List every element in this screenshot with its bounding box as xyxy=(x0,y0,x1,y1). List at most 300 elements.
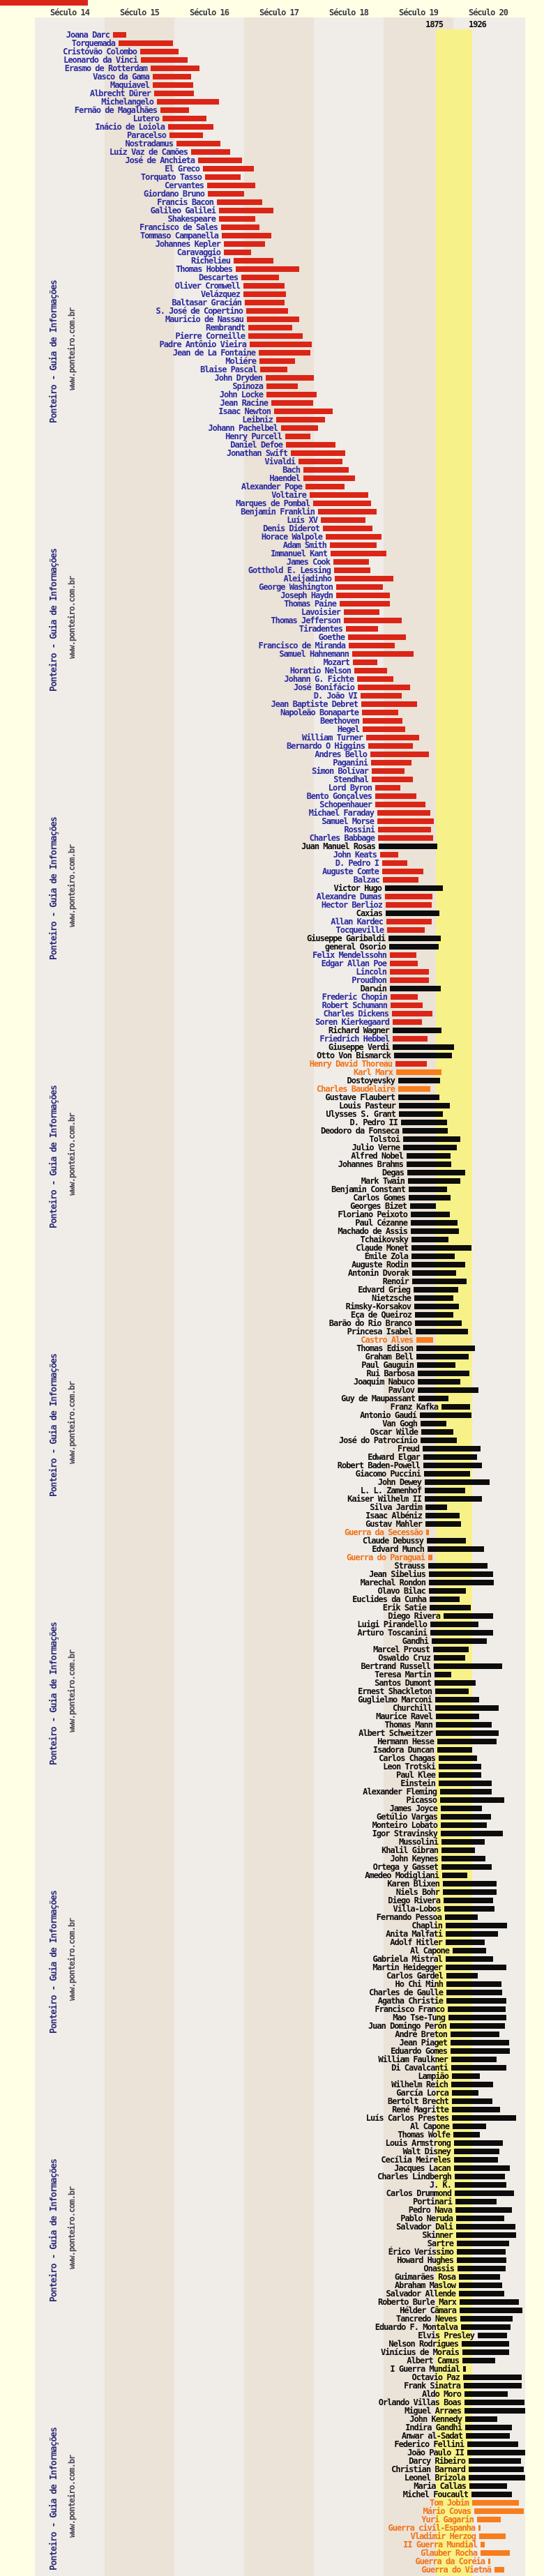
person-label[interactable]: Hector Berlioz xyxy=(321,900,382,910)
person-label[interactable]: Shakespeare xyxy=(167,214,216,224)
person-label[interactable]: Leonardo da Vinci xyxy=(63,55,137,65)
person-label[interactable]: Robert Schumann xyxy=(322,1000,387,1010)
person-label[interactable]: Lincoln xyxy=(356,967,386,977)
person-label[interactable]: Pierre Corneille xyxy=(175,331,245,341)
person-label[interactable]: Getúlio Vargas xyxy=(376,1812,437,1822)
person-label[interactable]: Tiradentes xyxy=(299,624,342,634)
person-label[interactable]: Galileo Galilei xyxy=(150,206,216,215)
person-label[interactable]: Otto Von Bismarck xyxy=(317,1051,391,1060)
person-label[interactable]: Oliver Cromwell xyxy=(174,281,240,291)
person-label[interactable]: Henry Purcell xyxy=(225,432,282,441)
person-label[interactable]: Darcy Ribeiro xyxy=(409,2456,465,2466)
person-label[interactable]: Horace Walpole xyxy=(261,532,322,542)
person-label[interactable]: Giuseppe Garibaldi xyxy=(306,933,385,943)
person-label[interactable]: Einstein xyxy=(400,1778,435,1788)
person-label[interactable]: Thomas Jefferson xyxy=(271,616,340,625)
person-label[interactable]: Bernardo O Higgins xyxy=(286,741,365,751)
person-label[interactable]: Haendel xyxy=(269,473,300,483)
person-label[interactable]: Rossini xyxy=(344,825,375,834)
person-label[interactable]: Rui Barbosa xyxy=(366,1369,414,1378)
war-label[interactable]: Guerra civil-Espanha xyxy=(388,2523,475,2533)
person-label[interactable]: D. Pedro II xyxy=(349,1118,398,1127)
person-label[interactable]: Ortega y Gasset xyxy=(372,1862,438,1872)
person-label[interactable]: Strauss xyxy=(394,1561,425,1571)
person-label[interactable]: Leibniz xyxy=(242,415,273,425)
person-label[interactable]: Giacomo Puccini xyxy=(355,1469,421,1479)
person-label[interactable]: Descartes xyxy=(198,273,238,282)
person-label[interactable]: Giordano Bruno xyxy=(143,189,204,199)
person-label[interactable]: Julio Verne xyxy=(352,1143,400,1152)
person-label[interactable]: Floriano Peixoto xyxy=(338,1210,407,1219)
person-label[interactable]: Guy de Maupassant xyxy=(341,1394,415,1403)
person-label[interactable]: Mao Tse-Tung xyxy=(393,2013,445,2022)
person-label[interactable]: Freud xyxy=(397,1444,419,1454)
person-label[interactable]: Salvador Allende xyxy=(386,2289,455,2299)
person-label[interactable]: Schopenhauer xyxy=(319,800,372,809)
person-label[interactable]: John Dryden xyxy=(214,373,262,383)
person-label[interactable]: Johannes Brahms xyxy=(338,1159,403,1169)
person-label[interactable]: J. K. xyxy=(429,2180,451,2190)
person-label[interactable]: Bach xyxy=(282,465,300,475)
person-label[interactable]: Charles de Gaulle xyxy=(369,1988,443,1997)
person-label[interactable]: Indira Gandhi xyxy=(405,2423,462,2432)
person-label[interactable]: Francis Bacon xyxy=(157,197,213,207)
person-label[interactable]: Maquiavel xyxy=(109,80,149,90)
person-label[interactable]: Paganini xyxy=(333,758,368,768)
person-label[interactable]: Tancredo Neves xyxy=(395,2314,457,2324)
person-label[interactable]: Ho Chi Minh xyxy=(395,1979,443,1989)
person-label[interactable]: Edward Elgar xyxy=(368,1452,420,1462)
person-label[interactable]: Sartre xyxy=(427,2239,453,2248)
person-label[interactable]: Luís Carlos Prestes xyxy=(365,2113,448,2123)
person-label[interactable]: Machado de Assis xyxy=(338,1226,407,1236)
person-label[interactable]: Alexander Pope xyxy=(241,482,302,491)
person-label[interactable]: Carlos Drummond xyxy=(386,2188,451,2198)
person-label[interactable]: Thomas Paine xyxy=(284,599,336,609)
person-label[interactable]: Mário Covas xyxy=(423,2506,471,2516)
person-label[interactable]: Johann Pachelbel xyxy=(208,423,278,433)
person-label[interactable]: Charles Babbage xyxy=(309,833,375,843)
person-label[interactable]: Isadora Duncan xyxy=(372,1745,434,1755)
person-label[interactable]: Glauber Rocha xyxy=(421,2548,477,2558)
person-label[interactable]: Orlando Villas Boas xyxy=(378,2398,461,2407)
person-label[interactable]: Friedrich Hebbel xyxy=(319,1034,389,1044)
person-label[interactable]: Albert Camus xyxy=(407,2356,459,2365)
person-label[interactable]: Denis Diderot xyxy=(263,524,319,533)
person-label[interactable]: Carlos Gardel xyxy=(386,1971,443,1981)
person-label[interactable]: Jean Racine xyxy=(220,398,268,408)
person-label[interactable]: L. L. Zamenhof xyxy=(360,1486,421,1495)
person-label[interactable]: Adolf Hitler xyxy=(390,1937,442,1947)
person-label[interactable]: Graham Bell xyxy=(365,1352,413,1362)
person-label[interactable]: João Paulo II xyxy=(407,2448,464,2457)
person-label[interactable]: Velázquez xyxy=(200,289,240,299)
person-label[interactable]: Alexander Fleming xyxy=(363,1787,437,1797)
person-label[interactable]: García Lorca xyxy=(396,2088,448,2098)
person-label[interactable]: Giuseppe Verdi xyxy=(328,1042,389,1052)
person-label[interactable]: Aldo Moro xyxy=(421,2389,461,2399)
person-label[interactable]: Edvard Munch xyxy=(372,1544,424,1554)
person-label[interactable]: Luíz Vaz de Camões xyxy=(109,147,188,157)
person-label[interactable]: Al Capone xyxy=(409,2121,449,2131)
person-label[interactable]: Edgar Allan Poe xyxy=(321,959,386,968)
person-label[interactable]: Blaise Pascal xyxy=(200,365,257,374)
person-label[interactable]: Johann G. Fichte xyxy=(284,674,354,684)
person-label[interactable]: Mozart xyxy=(323,657,349,667)
person-label[interactable]: Anita Malfati xyxy=(386,1929,442,1939)
person-label[interactable]: Eduardo F. Montalva xyxy=(375,2322,458,2332)
person-label[interactable]: Silva Jardim xyxy=(370,1502,422,1512)
person-label[interactable]: Dostoyevsky xyxy=(347,1076,395,1085)
person-label[interactable]: Joaquim Nabuco xyxy=(353,1377,414,1387)
person-label[interactable]: Di Cavalcanti xyxy=(391,2063,448,2073)
person-label[interactable]: Villa-Lobos xyxy=(393,1904,441,1914)
person-label[interactable]: Tolstoi xyxy=(369,1134,400,1144)
person-label[interactable]: Adam Smith xyxy=(282,540,326,550)
person-label[interactable]: Henry David Thoreau xyxy=(309,1059,392,1069)
person-label[interactable]: Al Capone xyxy=(409,1946,449,1956)
person-label[interactable]: Fernando Pessoa xyxy=(376,1912,441,1922)
war-label[interactable]: II Guerra Mundial xyxy=(403,2540,477,2550)
person-label[interactable]: Charles Lindbergh xyxy=(377,2172,451,2181)
person-label[interactable]: Degas xyxy=(381,1168,404,1178)
person-label[interactable]: Joseph Haydn xyxy=(280,590,333,600)
person-label[interactable]: Voltaire xyxy=(271,490,306,500)
person-label[interactable]: Renoir xyxy=(382,1276,409,1286)
person-label[interactable]: Agatha Christie xyxy=(377,1996,443,2006)
person-label[interactable]: Ernest Shackleton xyxy=(358,1686,432,1696)
person-label[interactable]: Bertolt Brecht xyxy=(387,2096,448,2106)
person-label[interactable]: Juan Domingo Perón xyxy=(368,2021,446,2031)
person-label[interactable]: Frank Sinatra xyxy=(404,2381,460,2391)
person-label[interactable]: Mark Twain xyxy=(361,1176,405,1186)
person-label[interactable]: Tom Jobim xyxy=(429,2498,469,2508)
person-label[interactable]: Chaplin xyxy=(411,1921,442,1930)
person-label[interactable]: Gandhi xyxy=(402,1636,428,1646)
person-label[interactable]: Jean Baptiste Debret xyxy=(271,699,358,709)
person-label[interactable]: Padre Antônio Vieira xyxy=(159,340,246,349)
person-label[interactable]: Frederic Chopin xyxy=(322,992,387,1002)
person-label[interactable]: Stendhal xyxy=(333,775,368,784)
person-label[interactable]: Vinícius de Morais xyxy=(380,2347,459,2357)
person-label[interactable]: Érico Veríssimo xyxy=(388,2247,453,2257)
person-label[interactable]: Claude Debussy xyxy=(362,1536,423,1546)
person-label[interactable]: Cecília Meireles xyxy=(381,2155,451,2165)
person-label[interactable]: Churchill xyxy=(392,1703,432,1713)
person-label[interactable]: Walt Disney xyxy=(402,2147,451,2156)
person-label[interactable]: John Locke xyxy=(219,390,263,399)
person-label[interactable]: Hermann Hesse xyxy=(377,1737,434,1746)
person-label[interactable]: Erik Satie xyxy=(382,1603,426,1613)
person-label[interactable]: Franz Kafka xyxy=(390,1402,438,1412)
person-label[interactable]: Richard Wagner xyxy=(328,1026,389,1035)
person-label[interactable]: Oswaldo Cruz xyxy=(378,1653,430,1663)
person-label[interactable]: Eça de Queiroz xyxy=(350,1310,411,1320)
person-label[interactable]: Anwar al-Sadat xyxy=(401,2431,462,2441)
person-label[interactable]: Francisco de Miranda xyxy=(258,641,345,650)
person-label[interactable]: Niels Bohr xyxy=(395,1887,439,1897)
person-label[interactable]: Teresa Martin xyxy=(375,1670,431,1679)
person-label[interactable]: George Washington xyxy=(259,582,333,592)
person-label[interactable]: Bento Gonçalves xyxy=(306,791,372,801)
person-label[interactable]: Karl Marx xyxy=(353,1067,393,1077)
person-label[interactable]: Guglielmo Marconi xyxy=(358,1695,432,1705)
person-label[interactable]: Michael Faraday xyxy=(308,808,374,818)
person-label[interactable]: Paul Klee xyxy=(395,1770,435,1780)
person-label[interactable]: Edvard Grieg xyxy=(358,1285,410,1295)
person-label[interactable]: Karen Blixen xyxy=(387,1879,439,1889)
person-label[interactable]: Johannes Kepler xyxy=(155,239,220,249)
person-label[interactable]: Beethoven xyxy=(319,716,359,726)
person-label[interactable]: Mussolini xyxy=(398,1837,438,1847)
person-label[interactable]: Thomas Mann xyxy=(384,1720,432,1730)
person-label[interactable]: James Joyce xyxy=(389,1804,437,1813)
person-label[interactable]: Tommaso Campanella xyxy=(139,231,218,241)
person-label[interactable]: Isaac Newton xyxy=(218,406,271,416)
person-label[interactable]: Goethe xyxy=(318,632,345,642)
person-label[interactable]: Robert Baden-Powell xyxy=(337,1461,420,1470)
person-label[interactable]: Antonin Dvorak xyxy=(347,1268,409,1278)
person-label[interactable]: Pedro Nava xyxy=(408,2205,452,2215)
person-label[interactable]: Thomas Wolfe xyxy=(398,2130,450,2140)
person-label[interactable]: Baltasar Gracián xyxy=(172,298,241,307)
person-label[interactable]: Kaiser Wilhelm II xyxy=(347,1494,421,1504)
person-label[interactable]: Isaac Albéniz xyxy=(365,1511,422,1521)
person-label[interactable]: Pavlov xyxy=(388,1385,414,1395)
person-label[interactable]: John Keynes xyxy=(390,1854,438,1864)
person-label[interactable]: Diego Rivera xyxy=(388,1896,440,1905)
person-label[interactable]: Thomas Hobbes xyxy=(176,264,232,274)
person-label[interactable]: Juan Manuel Rosas xyxy=(301,841,375,851)
person-label[interactable]: Joana Darc xyxy=(66,30,109,40)
person-label[interactable]: Roberto Burle Marx xyxy=(377,2297,456,2307)
person-label[interactable]: Deodoro da Fonseca xyxy=(320,1126,399,1136)
person-label[interactable]: Monteiro Lobato xyxy=(372,1820,437,1830)
person-label[interactable]: Howard Hughes xyxy=(397,2255,453,2265)
person-label[interactable]: Leon Trotski xyxy=(383,1762,435,1771)
person-label[interactable]: Francisco de Sales xyxy=(139,222,218,232)
person-label[interactable]: Paul Cézanne xyxy=(355,1218,407,1228)
person-label[interactable]: Maurice Ravel xyxy=(376,1712,432,1721)
person-label[interactable]: Samuel Morse xyxy=(322,816,374,826)
person-label[interactable]: Jean de La Fontaine xyxy=(172,348,255,358)
person-label[interactable]: Leonel Brizola xyxy=(404,2473,465,2483)
person-label[interactable]: Eduardo Gomes xyxy=(391,2046,447,2056)
person-label[interactable]: Princesa Isabel xyxy=(347,1327,412,1336)
person-label[interactable]: Victor Hugo xyxy=(333,883,381,893)
person-label[interactable]: Martin Heidegger xyxy=(372,1963,442,1972)
person-label[interactable]: Bertrand Russell xyxy=(361,1661,430,1671)
person-label[interactable]: Gabriela Mistral xyxy=(372,1954,442,1964)
person-label[interactable]: Benjamin Franklin xyxy=(241,507,315,517)
person-label[interactable]: Wilhelm Reich xyxy=(391,2080,448,2089)
person-label[interactable]: José de Anchieta xyxy=(125,155,195,165)
person-label[interactable]: René Magritte xyxy=(392,2105,448,2114)
person-label[interactable]: Hegel xyxy=(337,724,359,734)
person-label[interactable]: Cervantes xyxy=(164,181,204,190)
person-label[interactable]: Felix Mendelssohn xyxy=(312,950,386,960)
person-label[interactable]: Olavo Bilac xyxy=(377,1586,425,1596)
person-label[interactable]: Gotthold E. Lessing xyxy=(248,565,331,575)
person-label[interactable]: Émile Zola xyxy=(364,1251,408,1261)
person-label[interactable]: Carlos Chagas xyxy=(379,1753,435,1763)
person-label[interactable]: Fernão de Magalhães xyxy=(74,105,157,115)
person-label[interactable]: Luís XV xyxy=(287,515,317,525)
person-label[interactable]: Francisco Franco xyxy=(375,2004,444,2014)
person-label[interactable]: Andres Bello xyxy=(315,749,367,759)
person-label[interactable]: Nietzsche xyxy=(371,1293,411,1303)
person-label[interactable]: Euclides da Cunha xyxy=(352,1594,426,1604)
person-label[interactable]: Antonio Gaudí xyxy=(360,1410,416,1420)
person-label[interactable]: Lampião xyxy=(418,2071,448,2081)
person-label[interactable]: William Faulkner xyxy=(378,2055,448,2064)
person-label[interactable]: Torquemada xyxy=(71,38,115,48)
person-label[interactable]: Castro Alves xyxy=(361,1335,413,1345)
war-label[interactable]: Guerra do Paraguai xyxy=(346,1553,425,1562)
person-label[interactable]: Michelangelo xyxy=(101,97,153,107)
person-label[interactable]: Charles Dickens xyxy=(323,1009,388,1019)
person-label[interactable]: Moliére xyxy=(225,356,256,366)
person-label[interactable]: Cristóvão Colombo xyxy=(63,47,137,56)
person-label[interactable]: Thomas Edison xyxy=(356,1343,413,1353)
person-label[interactable]: D. Pedro I xyxy=(335,858,379,868)
person-label[interactable]: Paracelso xyxy=(126,130,166,140)
person-label[interactable]: Abraham Maslow xyxy=(394,2280,455,2290)
person-label[interactable]: Charles Baudelaire xyxy=(316,1084,395,1094)
person-label[interactable]: James Cook xyxy=(286,557,330,567)
person-label[interactable]: Khalil Gibran xyxy=(381,1845,438,1855)
person-label[interactable]: Oscar Wilde xyxy=(370,1427,418,1437)
person-label[interactable]: Louis Armstrong xyxy=(385,2138,451,2148)
person-label[interactable]: Alfred Nobel xyxy=(351,1151,403,1161)
person-label[interactable]: general Osorio xyxy=(324,942,386,952)
person-label[interactable]: Diego Rivera xyxy=(388,1611,440,1621)
person-label[interactable]: Miguel Arraes xyxy=(405,2406,461,2416)
person-label[interactable]: Lavoisier xyxy=(301,607,340,617)
person-label[interactable]: Octavio Paz xyxy=(411,2372,460,2382)
person-label[interactable]: John Keats xyxy=(333,850,377,860)
person-label[interactable]: Albert Schweitzer xyxy=(358,1728,432,1738)
person-label[interactable]: Marques de Pombal xyxy=(236,498,310,508)
person-label[interactable]: John Kennedy xyxy=(409,2414,462,2424)
person-label[interactable]: Maria Callas xyxy=(414,2481,466,2491)
person-label[interactable]: Arturo Toscanini xyxy=(357,1628,427,1638)
person-label[interactable]: Paul Gauguin xyxy=(361,1360,414,1370)
person-label[interactable]: Lutero xyxy=(133,114,159,123)
person-label[interactable]: Luigi Pirandello xyxy=(357,1619,427,1629)
person-label[interactable]: Hélder Câmara xyxy=(400,2306,456,2315)
person-label[interactable]: Van Gogh xyxy=(382,1419,417,1428)
person-label[interactable]: Nelson Rodrigues xyxy=(388,2339,458,2349)
person-label[interactable]: Caxias xyxy=(356,908,382,918)
person-label[interactable]: Erasmo de Rotterdam xyxy=(64,63,147,73)
person-label[interactable]: Jacques Lacan xyxy=(394,2163,451,2173)
person-label[interactable]: Jean Piaget xyxy=(399,2038,447,2048)
person-label[interactable]: Louis Pasteur xyxy=(339,1101,395,1111)
person-label[interactable]: Amedeo Modigliani xyxy=(365,1870,439,1880)
person-label[interactable]: Auguste Rodin xyxy=(352,1260,408,1270)
person-label[interactable]: André Breton xyxy=(395,2029,447,2039)
person-label[interactable]: Caravaggio xyxy=(176,247,220,257)
person-label[interactable]: Rembrandt xyxy=(205,323,245,333)
person-label[interactable]: Marcel Proust xyxy=(373,1645,430,1654)
person-label[interactable]: Albrecht Dürer xyxy=(89,89,151,98)
person-label[interactable]: S. José de Copertino xyxy=(156,306,243,316)
person-label[interactable]: Michel Foucault xyxy=(402,2490,468,2499)
person-label[interactable]: William Turner xyxy=(301,733,363,742)
person-label[interactable]: Tocqueville xyxy=(335,925,384,935)
person-label[interactable]: Allan Kardec xyxy=(331,917,383,927)
person-label[interactable]: Vladimir Herzog xyxy=(410,2531,476,2541)
person-label[interactable]: Nostradamus xyxy=(125,139,173,148)
person-label[interactable]: Carlos Gomes xyxy=(353,1193,405,1203)
person-label[interactable]: Napoleão Bonaparte xyxy=(280,708,358,717)
person-label[interactable]: Christian Barnard xyxy=(391,2464,465,2474)
person-label[interactable]: Portinari xyxy=(412,2197,452,2207)
war-label[interactable]: Guerra da Coréia xyxy=(415,2556,485,2566)
person-label[interactable]: Alexandre Dumas xyxy=(316,892,381,901)
person-label[interactable]: Aleijadinho xyxy=(283,574,331,584)
person-label[interactable]: Gustav Mahler xyxy=(365,1519,422,1529)
person-label[interactable]: Georges Bizet xyxy=(350,1201,407,1211)
person-label[interactable]: Vasco da Gama xyxy=(93,72,149,82)
person-label[interactable]: Ulysses S. Grant xyxy=(326,1109,395,1119)
person-label[interactable]: Samuel Hahnemann xyxy=(279,649,349,659)
person-label[interactable]: Immanuel Kant xyxy=(271,549,327,558)
person-label[interactable]: Lord Byron xyxy=(328,783,372,793)
person-label[interactable]: Rimsky-Korsakov xyxy=(345,1302,411,1311)
person-label[interactable]: Daniel Defoe xyxy=(230,440,282,450)
person-label[interactable]: Barão do Rio Branco xyxy=(328,1318,411,1328)
person-label[interactable]: Auguste Comte xyxy=(322,867,379,876)
person-label[interactable]: Darwin xyxy=(360,984,386,993)
person-label[interactable]: Richelieu xyxy=(190,256,230,266)
person-label[interactable]: Mauricio de Nassau xyxy=(165,314,243,324)
person-label[interactable]: Soren Kierkegaard xyxy=(315,1017,389,1027)
person-label[interactable]: Vivaldi xyxy=(264,457,295,466)
person-label[interactable]: Inácio de Loiola xyxy=(95,122,165,132)
war-label[interactable]: I Guerra Mundial xyxy=(390,2364,460,2374)
person-label[interactable]: José Bonifácio xyxy=(293,683,354,692)
person-label[interactable]: Elvis Presley xyxy=(418,2331,474,2340)
person-label[interactable]: Benjamin Constant xyxy=(331,1184,405,1194)
person-label[interactable]: Gustave Flaubert xyxy=(325,1092,395,1102)
person-label[interactable]: Proudhon xyxy=(352,975,386,985)
person-label[interactable]: Marechal Rondon xyxy=(360,1578,425,1587)
person-label[interactable]: Pablo Neruda xyxy=(400,2213,453,2223)
person-label[interactable]: Jonathan Swift xyxy=(226,448,287,458)
person-label[interactable]: Spinoza xyxy=(232,381,263,391)
person-label[interactable]: John Dewey xyxy=(377,1477,421,1487)
person-label[interactable]: Yuri Gagarin xyxy=(421,2515,474,2524)
person-label[interactable]: Onassis xyxy=(423,2264,454,2273)
person-label[interactable]: El Greco xyxy=(165,164,199,174)
person-label[interactable]: José do Patrocínio xyxy=(338,1435,417,1445)
person-label[interactable]: Balzac xyxy=(353,875,379,885)
war-label[interactable]: Guerra da Secessão xyxy=(344,1527,423,1537)
person-label[interactable]: Igor Stravinsky xyxy=(372,1829,437,1838)
person-label[interactable]: Santos Dumont xyxy=(375,1678,431,1688)
war-label[interactable]: Guerra do Vietnã xyxy=(421,2565,491,2575)
person-label[interactable]: Tchaikovsky xyxy=(360,1235,408,1244)
person-label[interactable]: Torquato Tasso xyxy=(140,172,202,182)
person-label[interactable]: Guimarães Rosa xyxy=(394,2272,455,2282)
person-label[interactable]: Salvador Dali xyxy=(396,2222,453,2232)
person-label[interactable]: D. João VI xyxy=(313,691,357,701)
person-label[interactable]: Horatio Nelson xyxy=(289,666,351,676)
person-label[interactable]: Jean Sibelius xyxy=(369,1569,425,1579)
person-label[interactable]: Skinner xyxy=(422,2230,453,2240)
